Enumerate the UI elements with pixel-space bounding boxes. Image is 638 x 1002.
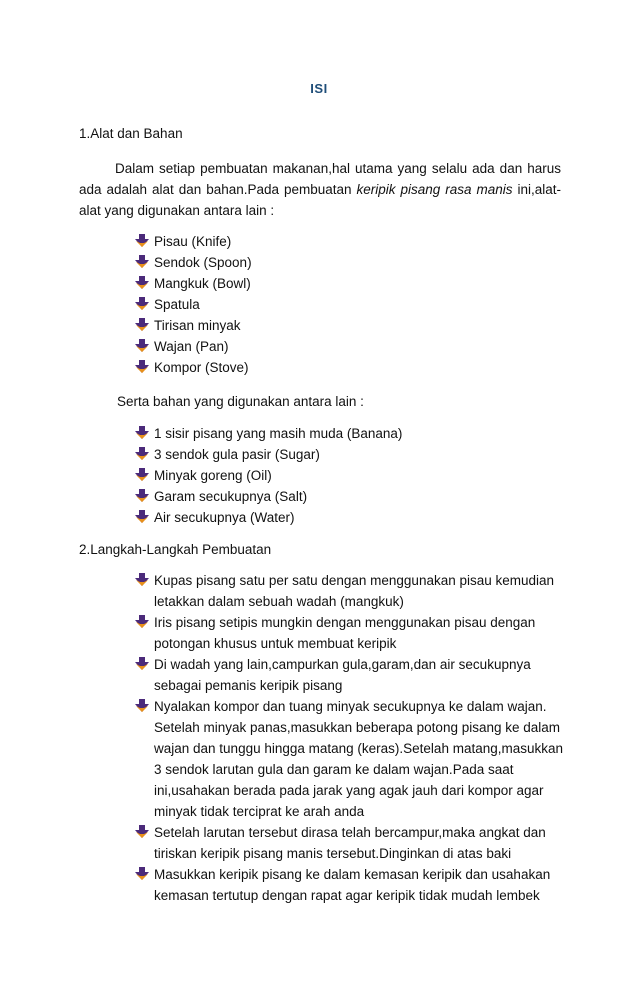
arrow-bullet-icon: [135, 318, 149, 332]
list-item-text: Sendok (Spoon): [154, 255, 252, 270]
arrow-bullet-icon: [135, 255, 149, 269]
arrow-bullet-icon: [135, 360, 149, 374]
list-item-text: Air secukupnya (Water): [154, 510, 295, 525]
list-item: [135, 231, 563, 252]
arrow-bullet-icon: [135, 825, 149, 839]
arrow-bullet-icon: [135, 468, 149, 482]
section-heading-tools: 1.Alat dan Bahan: [79, 126, 183, 141]
list-item: [135, 423, 563, 444]
list-item: [135, 654, 563, 696]
list-item-text: Tirisan minyak: [154, 318, 241, 333]
arrow-bullet-icon: [135, 657, 149, 671]
list-item-text: Garam secukupnya (Salt): [154, 489, 308, 504]
list-item-text: Setelah larutan tersebut dirasa telah bercampur,maka angkat dan tiriskan keripik pisang manis tersebut.Dinginkan di atas baki: [154, 825, 546, 861]
arrow-bullet-icon: [135, 426, 149, 440]
list-item-text: Mangkuk (Bowl): [154, 276, 251, 291]
list-item: [135, 465, 563, 486]
list-item: [135, 612, 563, 654]
section-heading-steps: 2.Langkah-Langkah Pembuatan: [79, 542, 272, 557]
list-item: [135, 273, 563, 294]
arrow-bullet-icon: [135, 234, 149, 248]
page-title: ISI: [310, 81, 328, 96]
intro-text-after: ini,alat-alat yang digunakan antara lain :: [79, 182, 561, 218]
list-item: [135, 486, 563, 507]
list-item: [135, 696, 563, 822]
list-item: [135, 336, 563, 357]
list-item-text: Wajan (Pan): [154, 339, 229, 354]
list-item: [135, 294, 563, 315]
list-item: [135, 864, 563, 906]
arrow-bullet-icon: [135, 276, 149, 290]
arrow-bullet-icon: [135, 447, 149, 461]
list-item-text: Spatula: [154, 297, 200, 312]
list-item-text: Minyak goreng (Oil): [154, 468, 272, 483]
list-item: [135, 570, 563, 612]
ingredients-list: [135, 423, 563, 528]
arrow-bullet-icon: [135, 297, 149, 311]
list-item: [135, 357, 563, 378]
arrow-bullet-icon: [135, 510, 149, 524]
list-item: [135, 822, 563, 864]
intro-text-italic: keripik pisang rasa manis: [356, 182, 513, 197]
arrow-bullet-icon: [135, 339, 149, 353]
list-item-text: Kupas pisang satu per satu dengan menggunakan pisau kemudian letakkan dalam sebuah wadah (mangkuk): [154, 573, 555, 609]
arrow-bullet-icon: [135, 489, 149, 503]
intro-text-before: Dalam setiap pembuatan makanan,hal utama yang selalu ada dan harus ada adalah alat dan bahan.Pada pembuatan: [79, 161, 561, 197]
arrow-bullet-icon: [135, 867, 149, 881]
arrow-bullet-icon: [135, 615, 149, 629]
list-item-text: Iris pisang setipis mungkin dengan menggunakan pisau dengan potongan khusus untuk membuat keripik: [154, 615, 536, 651]
arrow-bullet-icon: [135, 699, 149, 713]
steps-list: [135, 570, 563, 906]
list-item: [135, 315, 563, 336]
list-item-text: 3 sendok gula pasir (Sugar): [154, 447, 320, 462]
list-item: [135, 444, 563, 465]
list-item-text: 1 sisir pisang yang masih muda (Banana): [154, 426, 403, 441]
list-item-text: Kompor (Stove): [154, 360, 249, 375]
list-item: [135, 252, 563, 273]
list-item-text: Pisau (Knife): [154, 234, 232, 249]
arrow-bullet-icon: [135, 573, 149, 587]
list-item-text: Masukkan keripik pisang ke dalam kemasan keripik dan usahakan kemasan tertutup dengan rapat agar keripik tidak mudah lembek: [154, 867, 551, 903]
intro-paragraph: [79, 158, 561, 221]
ingredients-intro: Serta bahan yang digunakan antara lain :: [117, 394, 364, 409]
list-item-text: Nyalakan kompor dan tuang minyak secukupnya ke dalam wajan. Setelah minyak panas,masukkan beberapa potong pisang ke dalam wajan dan tunggu hingga matang (keras).Setelah matang,masukkan 3 sendok larutan gula dan garam ke dalam wajan.Pada saat ini,usahakan berada pada jarak yang agak jauh dari kompor agar minyak tidak terciprat ke arah anda: [154, 699, 564, 819]
list-item: [135, 507, 563, 528]
list-item-text: Di wadah yang lain,campurkan gula,garam,dan air secukupnya sebagai pemanis keripik pisang: [154, 657, 531, 693]
tools-list: [135, 231, 563, 378]
